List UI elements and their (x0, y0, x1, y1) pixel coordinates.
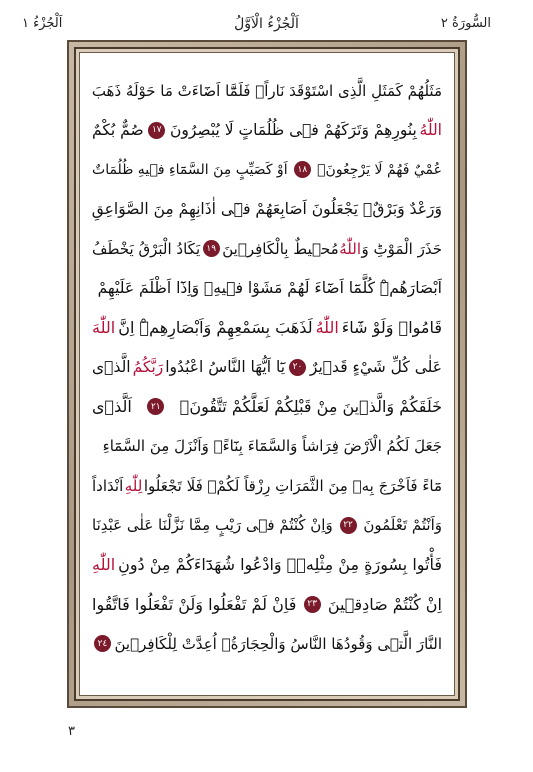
divine-name-text: اللّٰهُ (339, 239, 361, 258)
verse-text: اَلَّذٖى (92, 397, 132, 417)
verse-text: عُمْيٌ فَهُمْ لَا يَرْجِعُونَۙ (317, 161, 442, 178)
text-line (92, 624, 442, 664)
verse-text: حَذَرَ الْمَوْتِؕ وَ (361, 239, 442, 258)
divine-name-text: رَبَّكُمُ (132, 358, 164, 377)
text-line (92, 348, 442, 388)
verse-text: الَّذٖى (92, 358, 131, 377)
page-number: ٣ (68, 724, 75, 739)
text-line (92, 545, 442, 585)
ayah-number-marker: ٢٣ (304, 596, 321, 613)
verse-text: فَأْتُوا بِسُورَةٍ مِنْ مِثْلِهٖۖ وَادْعُوا شُهَدَٓاءَكُمْ مِنْ دُونِ (118, 555, 442, 575)
text-line (92, 506, 442, 546)
ayah-number-marker: ٢٤ (94, 635, 111, 652)
verse-text: صُمٌّ بُكْمٌ (92, 121, 144, 140)
verse-text: جَعَلَ لَكُمُ الْاَرْضَ فِرَاشاً وَالسَّمَٓاءَ بِنَٓاءًۖ وَاَنْزَلَ مِنَ السَّمَٓاءِ (102, 437, 442, 456)
verse-text: اَنْدَاداً (92, 476, 124, 495)
ayah-number-marker: ١٨ (294, 161, 311, 178)
text-line (92, 229, 442, 269)
text-line (92, 111, 442, 151)
verse-text: اَبْصَارَهُمْۜ كُلَّمَٓا اَضَٓاءَ لَهُمْ مَشَوْا فٖيهِۗ وَاِذَٓا اَظْلَمَ عَلَيْهِمْ (97, 279, 442, 298)
ayah-number-marker: ١٩ (203, 240, 220, 257)
verse-text: فَاِنْ لَمْ تَفْعَلُوا وَلَنْ تَفْعَلُوا فَاتَّقُوا (92, 594, 297, 614)
ayah-number-marker: ٢١ (147, 398, 164, 415)
divine-name-text: اللّٰهَ (92, 318, 116, 338)
juz-number-label: اَلْجُزْءُ ١ (22, 16, 63, 31)
divine-name-text: اللّٰهُ (419, 121, 442, 140)
text-line (92, 150, 442, 190)
page-header (22, 12, 511, 38)
verse-text: بِنُورِهِمْ وَتَرَكَهُمْ فٖى ظُلُمَاتٍ لَا يُبْصِرُونَ (169, 121, 417, 140)
verse-text: اَوْ كَصَيِّبٍ مِنَ السَّمَٓاءِ فٖيهِ ظُلُمَاتٌ (92, 161, 288, 178)
verse-text: قَامُواۜ وَلَوْ شَٓاءَ (341, 318, 442, 338)
verse-text: لَذَهَبَ بِسَمْعِهِمْ وَاَبْصَارِهِمْۜ اِنَّ (118, 318, 313, 338)
verse-text: وَرَعْدٌ وَبَرْقٌۚ يَجْعَلُونَ اَصَابِعَهُمْ فٖٓى اٰذَانِهِمْ مِنَ الصَّوَاعِقِ (92, 200, 442, 219)
text-line (92, 269, 442, 309)
text-line (92, 466, 442, 506)
divine-name-text: اللّٰهُ (315, 318, 339, 338)
verse-text: مَٓاءً فَاَخْرَجَ بِهٖ مِنَ الثَّمَرَاتِ رِزْقاً لَكُمْۚ فَلَا تَجْعَلُوا (143, 476, 442, 495)
divine-name-text: لِلّٰهِ (124, 476, 143, 495)
divine-name-text: اللّٰهِ (92, 555, 116, 575)
verse-text: وَاَنْتُمْ تَعْلَمُونَ (363, 516, 442, 535)
juz-title: اَلْجُزْءُ الْاَوَّلُ (234, 16, 299, 32)
verse-text: اِنْ كُنْتُمْ صَادِقٖينَ (327, 594, 442, 614)
verse-text: عَلٰى كُلِّ شَيْءٍ قَدٖيرٌ (309, 358, 442, 377)
verse-text: النَّارَ الَّتٖى وَقُودُهَا النَّاسُ وَالْحِجَارَةُۚ اُعِدَّتْ لِلْكَافِرٖينَ (114, 634, 442, 653)
verse-text: مُحٖيطٌ بِالْكَافِرٖينَ (222, 239, 339, 258)
surah-label: السُّورَةُ ٢ (440, 16, 491, 31)
verse-text: خَلَقَكُمْ وَالَّذٖينَ مِنْ قَبْلِكُمْ لَعَلَّكُمْ تَتَّقُونَۙ (179, 397, 442, 417)
ayah-number-marker: ١٧ (148, 122, 165, 139)
text-line (92, 387, 442, 427)
verse-text: يَٓا اَيُّهَا النَّاسُ اعْبُدُوا (165, 358, 286, 377)
ornamental-frame (67, 40, 467, 708)
verse-text: مَثَلُهُمْ كَمَثَلِ الَّذِى اسْتَوْقَدَ نَاراًۚ فَلَمَّٓا اَضَٓاءَتْ مَا حَوْلَهُ ذَهَبَ (92, 81, 442, 100)
text-line (92, 308, 442, 348)
ayah-number-marker: ٢٢ (340, 517, 357, 534)
text-line (92, 427, 442, 467)
text-line (92, 71, 442, 111)
text-line (92, 585, 442, 625)
frame-inner-border (74, 47, 460, 701)
verse-text: وَاِنْ كُنْتُمْ فٖى رَيْبٍ مِمَّا نَزَّلْنَا عَلٰى عَبْدِنَا (92, 516, 333, 535)
text-line (92, 190, 442, 230)
verse-text: يَكَادُ الْبَرْقُ يَخْطَفُ (92, 239, 201, 258)
quran-text-area (79, 52, 455, 696)
ayah-number-marker: ٢٠ (289, 359, 306, 376)
